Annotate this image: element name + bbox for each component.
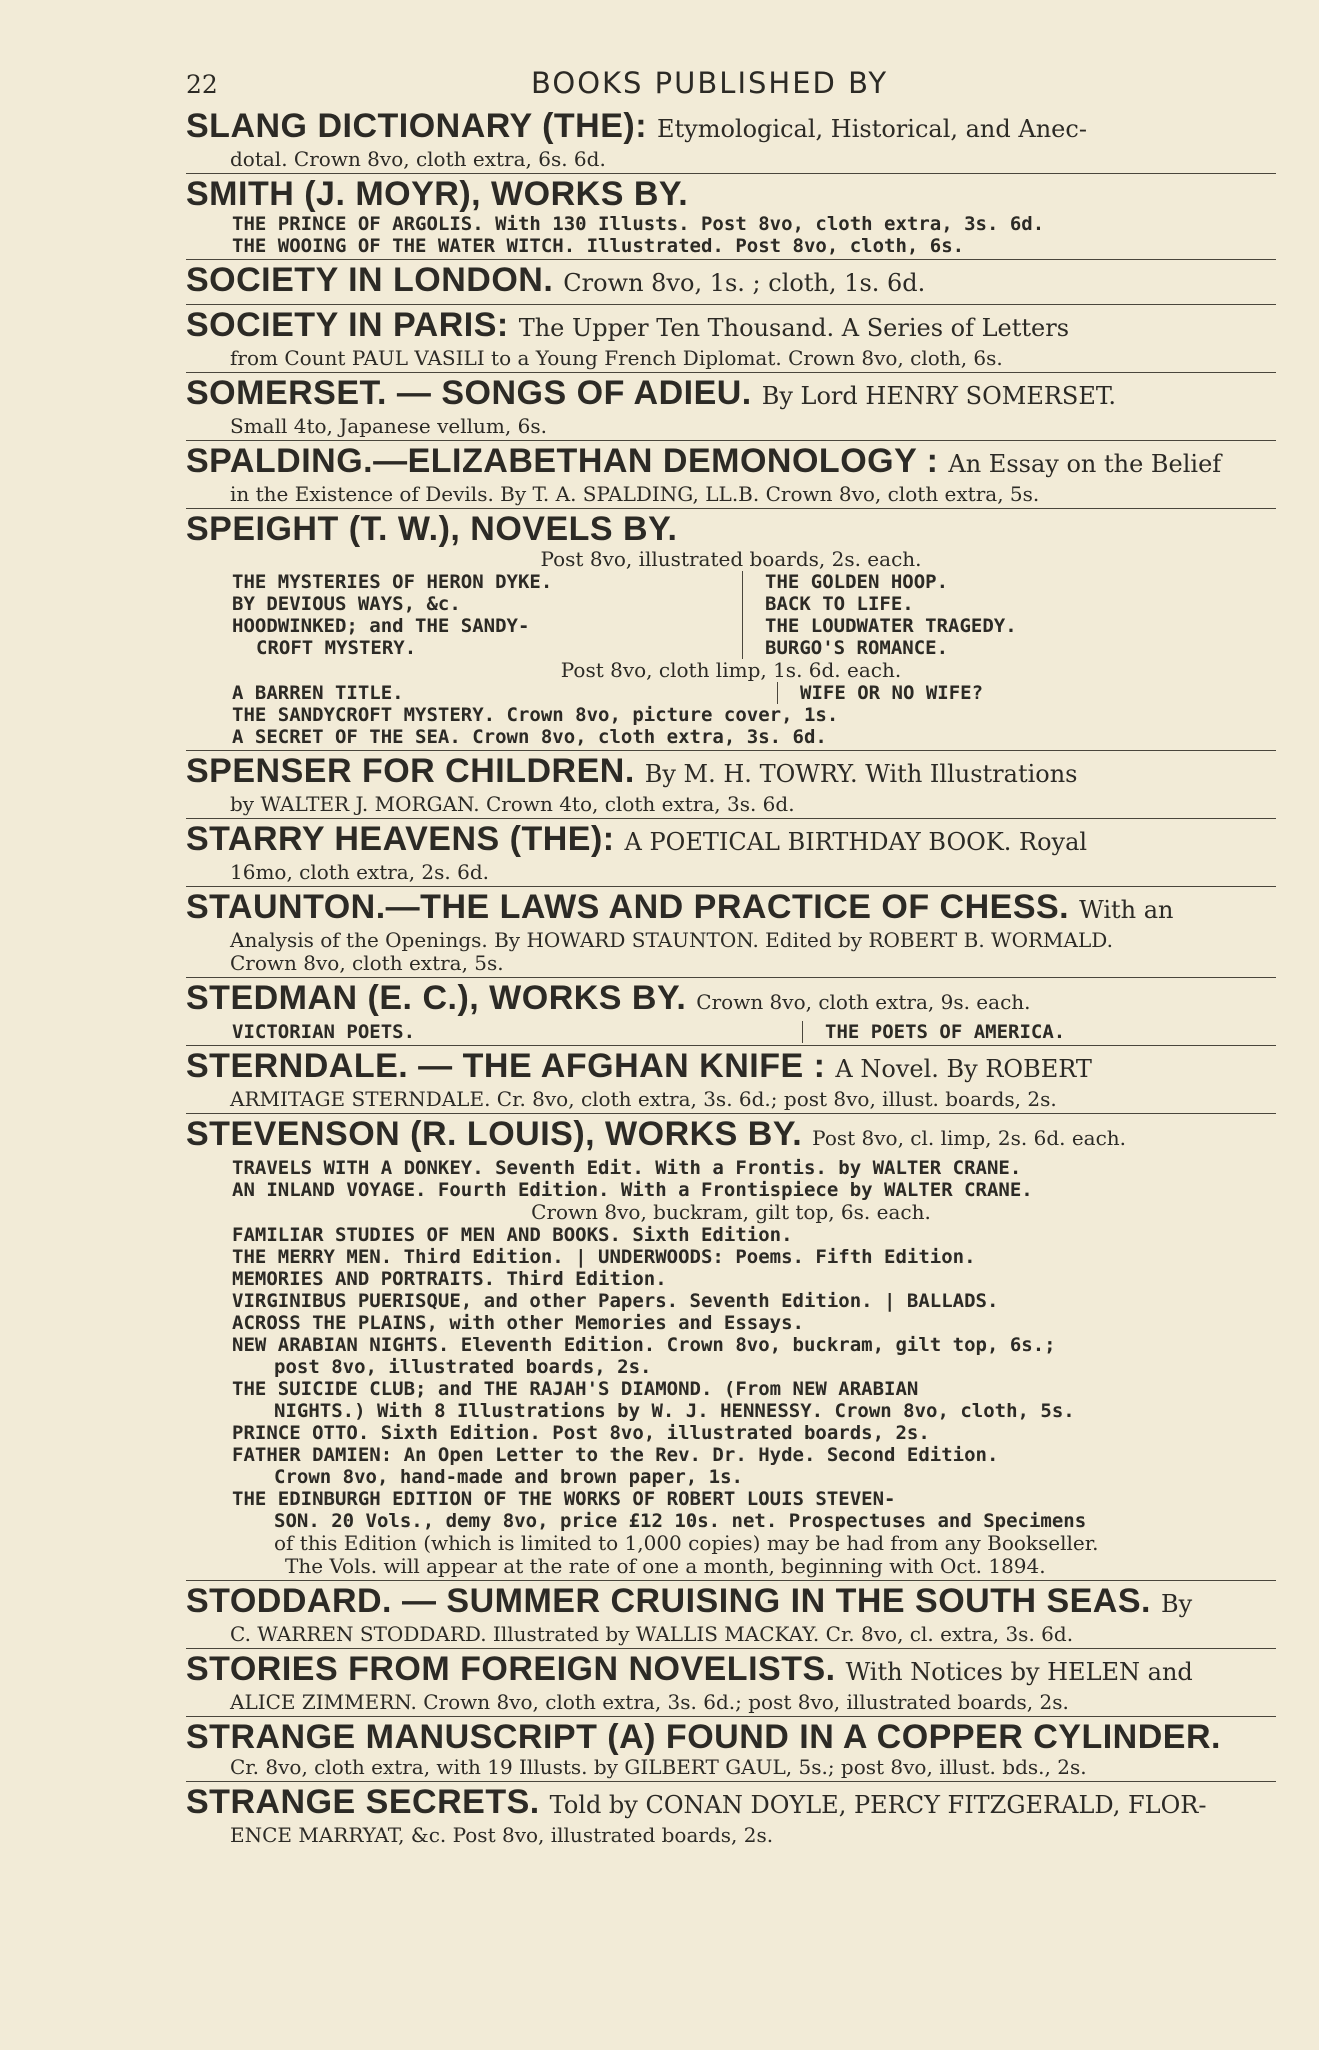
book-line: post 8vo, illustrated boards, 2s.	[274, 1356, 652, 1378]
entry-line: Small 4to, Japanese vellum, 6s.	[230, 414, 547, 438]
book-line: THE LOUDWATER TRAGEDY.	[765, 615, 1017, 637]
book-line: Crown 8vo, hand-made and brown paper, 1s.	[274, 1466, 743, 1488]
book-line: VICTORIAN POETS.	[232, 1021, 416, 1043]
entry-line: C. WARREN STODDARD. Illustrated by WALLIS MACKAY. Cr. 8vo, cl. extra, 3s. 6d.	[230, 1622, 1074, 1646]
book-line: THE EDINBURGH EDITION OF THE WORKS OF ROBERT LOUIS STEVEN-	[232, 1488, 896, 1510]
entry-heading: SPENSER FOR CHILDREN.	[186, 752, 635, 790]
entry-heading-rest: Crown 8vo, 1s. ; cloth, 1s. 6d.	[563, 269, 926, 297]
entry-heading-rest: Told by CONAN DOYLE, PERCY FITZGERALD, FLOR-	[549, 1791, 1207, 1819]
entry-heading: SMITH (J. MOYR), WORKS BY.	[186, 175, 689, 213]
book-line: THE SUICIDE CLUB; and THE RAJAH'S DIAMOND. (From NEW ARABIAN	[232, 1378, 919, 1400]
entry-line: of this Edition (which is limited to 1,000 copies) may be had from any Bookseller.	[274, 1531, 1099, 1555]
entry-staunton	[186, 887, 1276, 978]
book-line: TRAVELS WITH A DONKEY. Seventh Edit. With a Frontis. by WALTER CRANE.	[232, 1157, 1022, 1179]
book-line: THE PRINCE OF ARGOLIS. With 130 Illusts. Post 8vo, cloth extra, 3s. 6d.	[232, 213, 1045, 235]
entry-heading: STEVENSON (R. LOUIS), WORKS BY.	[186, 1115, 803, 1153]
entry-line: Cr. 8vo, cloth extra, with 19 Illusts. by GILBERT GAUL, 5s.; post 8vo, illust. bds., 2s.	[230, 1755, 1087, 1779]
entry-heading: SLANG DICTIONARY (THE):	[186, 107, 648, 145]
book-line: THE WOOING OF THE WATER WITCH. Illustrated. Post 8vo, cloth, 6s.	[232, 235, 965, 257]
book-line: PRINCE OTTO. Sixth Edition. Post 8vo, illustrated boards, 2s.	[232, 1422, 930, 1444]
book-line: ACROSS THE PLAINS, with other Memories and Essays.	[232, 1312, 804, 1334]
entry-society-paris	[186, 305, 1276, 373]
entry-sterndale	[186, 1046, 1276, 1114]
entry-stevenson	[186, 1114, 1276, 1581]
entry-heading: SOCIETY IN LONDON.	[186, 261, 554, 299]
entry-heading: SOCIETY IN PARIS:	[186, 306, 509, 344]
entry-line: Analysis of the Openings. By HOWARD STAUNTON. Edited by ROBERT B. WORMALD.	[230, 928, 1113, 952]
entry-stedman	[186, 978, 1276, 1046]
entry-speight	[186, 509, 1276, 751]
entry-heading-rest: By Lord HENRY SOMERSET.	[761, 382, 1116, 410]
entry-strange-manuscript	[186, 1717, 1276, 1782]
book-line: BY DEVIOUS WAYS, &c.	[232, 593, 461, 615]
entry-stories-foreign	[186, 1649, 1276, 1717]
book-line: VIRGINIBUS PUERISQUE, and other Papers. Seventh Edition. | BALLADS.	[232, 1290, 999, 1312]
book-line: THE GOLDEN HOOP.	[765, 571, 949, 593]
entry-heading-rest: With Notices by HELEN and	[845, 1658, 1193, 1686]
two-column-list	[232, 1021, 1276, 1043]
entry-heading: SPEIGHT (T. W.), NOVELS BY.	[186, 510, 678, 548]
book-line: FATHER DAMIEN: An Open Letter to the Rev. Dr. Hyde. Second Edition.	[232, 1444, 999, 1466]
entry-heading: STRANGE MANUSCRIPT (A) FOUND IN A COPPER CYLINDER.	[186, 1718, 1221, 1756]
book-line: SON. 20 Vols., demy 8vo, price £12 10s. net. Prospectuses and Specimens	[274, 1510, 1087, 1532]
entry-line: ALICE ZIMMERN. Crown 8vo, cloth extra, 3s. 6d.; post 8vo, illustrated boards, 2s.	[230, 1690, 1069, 1714]
catalogue-page	[186, 66, 1276, 1849]
book-line: MEMORIES AND PORTRAITS. Third Edition.	[232, 1268, 667, 1290]
entry-heading-rest: An Essay on the Belief	[948, 450, 1222, 478]
entry-heading: SPALDING.—ELIZABETHAN DEMONOLOGY :	[186, 442, 939, 480]
entry-smith	[186, 174, 1276, 260]
book-line: A SECRET OF THE SEA. Crown 8vo, cloth extra, 3s. 6d.	[232, 726, 827, 748]
entry-heading-rest: The Upper Ten Thousand. A Series of Letters	[518, 314, 1070, 342]
running-head-title: BOOKS PUBLISHED BY	[531, 66, 889, 100]
entry-society-london	[186, 260, 1276, 305]
entry-spalding	[186, 441, 1276, 509]
entry-heading: STAUNTON.—THE LAWS AND PRACTICE OF CHESS.	[186, 888, 1070, 926]
entry-heading: STORIES FROM FOREIGN NOVELISTS.	[186, 1650, 836, 1688]
entry-line: The Vols. will appear at the rate of one a month, beginning with Oct. 1894.	[285, 1554, 1046, 1578]
entry-heading-rest: By M. H. TOWRY. With Illustrations	[644, 760, 1078, 788]
entry-line: 16mo, cloth extra, 2s. 6d.	[230, 860, 490, 884]
entry-heading: STEDMAN (E. C.), WORKS BY.	[186, 979, 687, 1017]
book-line: WIFE OR NO WIFE?	[800, 682, 984, 704]
entry-line: in the Existence of Devils. By T. A. SPALDING, LL.B. Crown 8vo, cloth extra, 5s.	[230, 482, 1040, 506]
entry-line: ENCE MARRYAT, &c. Post 8vo, illustrated boards, 2s.	[230, 1823, 774, 1847]
book-line: THE SANDYCROFT MYSTERY. Crown 8vo, picture cover, 1s.	[232, 704, 839, 726]
book-line: NEW ARABIAN NIGHTS. Eleventh Edition. Crown 8vo, buckram, gilt top, 6s.;	[232, 1334, 1056, 1356]
book-line: FAMILIAR STUDIES OF MEN AND BOOKS. Sixth Edition.	[232, 1224, 793, 1246]
entry-line: by WALTER J. MORGAN. Crown 4to, cloth extra, 3s. 6d.	[230, 792, 795, 816]
entry-line: from Count PAUL VASILI to a Young French Diplomat. Crown 8vo, cloth, 6s.	[230, 346, 1003, 370]
two-column-list	[232, 571, 1276, 659]
book-line: THE POETS OF AMERICA.	[825, 1021, 1066, 1043]
running-head	[186, 66, 1276, 106]
entry-heading: STERNDALE. — THE AFGHAN KNIFE :	[186, 1047, 826, 1085]
book-line: NIGHTS.) With 8 Illustrations by W. J. HENNESSY. Crown 8vo, cloth, 5s.	[274, 1400, 1075, 1422]
page-number: 22	[186, 70, 218, 99]
two-column-list	[232, 682, 1276, 704]
entry-heading-rest: Etymological, Historical, and Anec-	[657, 115, 1087, 143]
book-line: HOODWINKED; and THE SANDY-	[232, 615, 530, 637]
entry-heading-rest: By	[1160, 1590, 1193, 1618]
entry-line: dotal. Crown 8vo, cloth extra, 6s. 6d.	[230, 147, 606, 171]
format-line: Post 8vo, illustrated boards, 2s. each.	[540, 547, 922, 571]
book-line: AN INLAND VOYAGE. Fourth Edition. With a Frontispiece by WALTER CRANE.	[232, 1179, 1033, 1201]
entry-heading-rest: Crown 8vo, cloth extra, 9s. each.	[696, 990, 1031, 1014]
entry-heading-rest: A POETICAL BIRTHDAY BOOK. Royal	[624, 828, 1088, 856]
entry-starry-heavens	[186, 819, 1276, 887]
book-line: BACK TO LIFE.	[765, 593, 914, 615]
format-line: Crown 8vo, buckram, gilt top, 6s. each.	[531, 1200, 931, 1224]
entry-line: ARMITAGE STERNDALE. Cr. 8vo, cloth extra, 3s. 6d.; post 8vo, illust. boards, 2s.	[230, 1087, 1057, 1111]
entry-heading-rest: With an	[1079, 896, 1174, 924]
entry-heading: STRANGE SECRETS.	[186, 1783, 540, 1821]
entry-spenser	[186, 751, 1276, 819]
entry-heading-rest: Post 8vo, cl. limp, 2s. 6d. each.	[812, 1126, 1127, 1150]
entry-heading: SOMERSET. — SONGS OF ADIEU.	[186, 374, 752, 412]
entry-heading-rest: A Novel. By ROBERT	[835, 1055, 1092, 1083]
book-line: THE MERRY MEN. Third Edition. | UNDERWOODS: Poems. Fifth Edition.	[232, 1246, 976, 1268]
entry-line: Crown 8vo, cloth extra, 5s.	[230, 951, 504, 975]
book-line: A BARREN TITLE.	[232, 682, 404, 704]
book-line: CROFT MYSTERY.	[256, 637, 417, 659]
format-line: Post 8vo, cloth limp, 1s. 6d. each.	[560, 658, 902, 682]
entry-stoddard	[186, 1581, 1276, 1649]
entry-strange-secrets	[186, 1782, 1276, 1849]
entry-somerset	[186, 373, 1276, 441]
entry-heading: STODDARD. — SUMMER CRUISING IN THE SOUTH SEAS.	[186, 1582, 1151, 1620]
book-line: BURGO'S ROMANCE.	[765, 637, 949, 659]
entry-slang-dictionary	[186, 106, 1276, 174]
entry-heading: STARRY HEAVENS (THE):	[186, 820, 615, 858]
book-line: THE MYSTERIES OF HERON DYKE.	[232, 571, 553, 593]
